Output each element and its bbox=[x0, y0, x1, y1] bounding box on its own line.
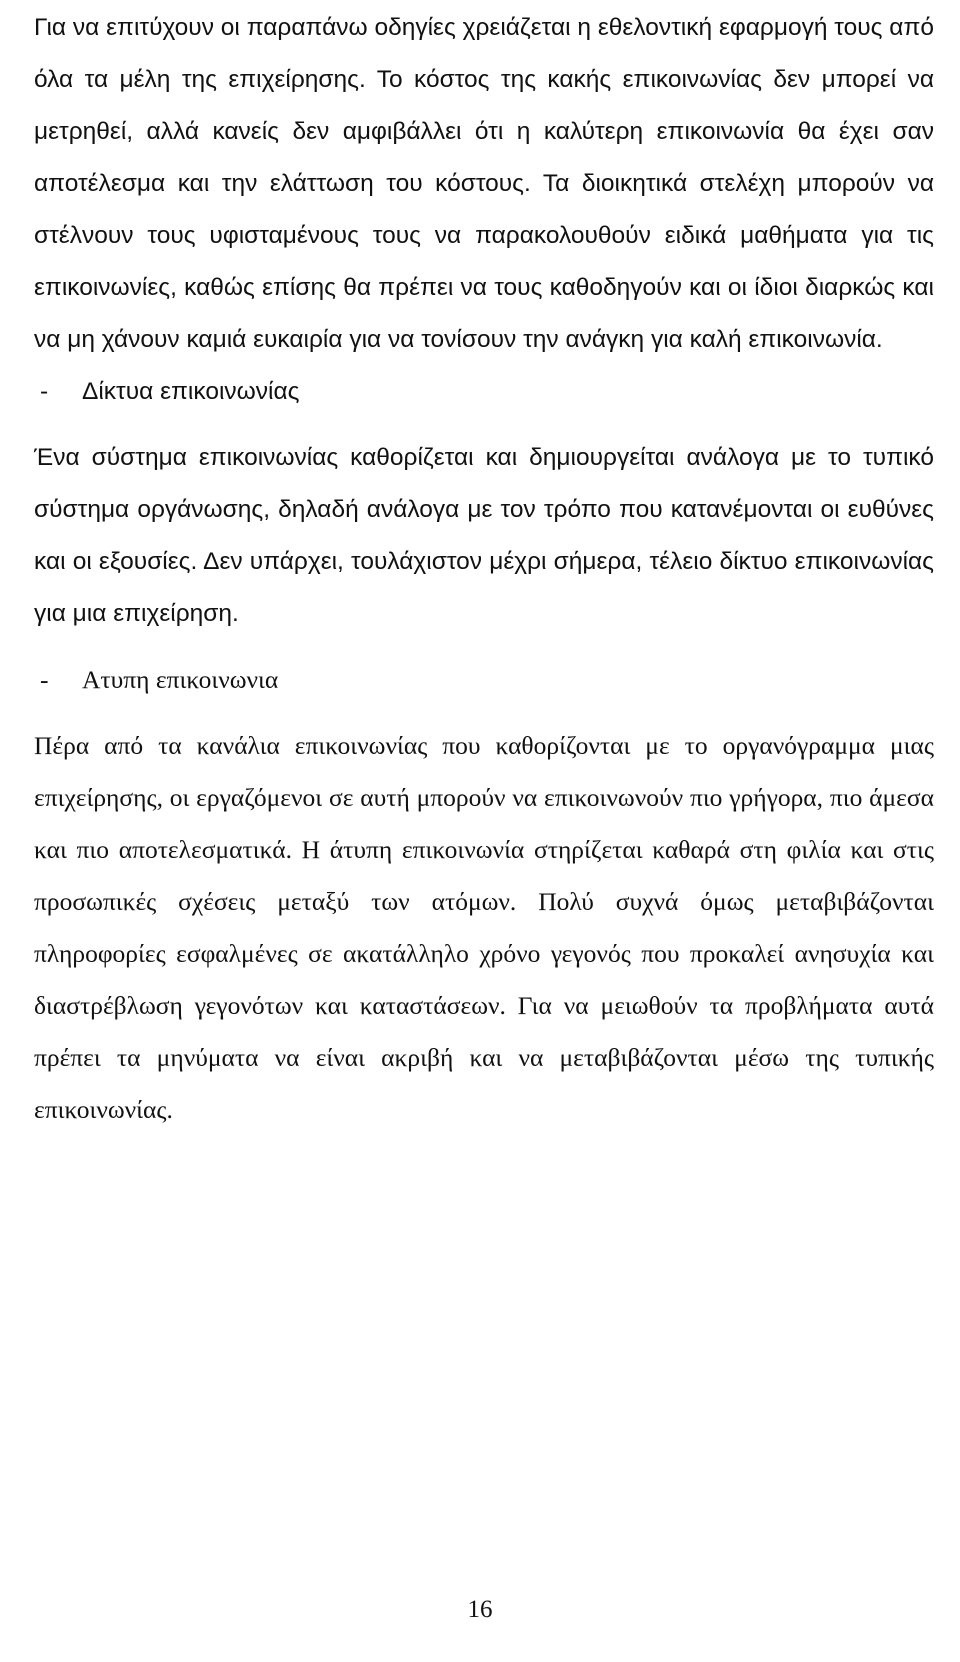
page-number: 16 bbox=[467, 1596, 493, 1623]
paragraph-intro: Για να επιτύχουν οι παραπάνω οδηγίες χρειάζεται η εθελοντική εφαρμογή τους από όλα τα μέλη της επιχείρησης. Το κόστος της κακής επικοινωνίας δεν μπορεί να μετρηθεί, αλλά κανείς δεν αμφιβάλλει ότι η καλύτερη επικοινωνία θα έχει σαν αποτέλεσμα και την ελάττωση του κόστους. Τα διοικητικά στελέχη μπορούν να στέλνουν τους υφισταμένους τους να παρακολουθούν ειδικά μαθήματα για τις επικοινωνίες, καθώς επίσης θα πρέπει να τους καθοδηγούν και οι ίδιοι διαρκώς και να μη χάνουν καμιά ευκαιρία για να τονίσουν την ανάγκη για καλή επικοινωνία. bbox=[34, 14, 934, 353]
spacer bbox=[34, 640, 934, 654]
spacer bbox=[34, 706, 934, 720]
paragraph-informal: Πέρα από τα κανάλια επικοινωνίας που καθορίζονται με το οργανόγραμμα μιας επιχείρησης, οι εργαζόμενοι σε αυτή μπορούν να επικοινωνούν πιο γρήγορα, πιο άμεσα και πιο αποτελεσματικά. Η άτυπη επικοινωνία στηρίζεται καθαρά στη φιλία και στις προσωπικές σχέσεις μεταξύ των ατόμων. Πολύ συχνά όμως μεταβιβάζονται πληροφορίες εσφαλμένες σε ακατάλληλο χρόνο γεγονός που προκαλεί ανησυχία και διαστρέβλωση γεγονότων και καταστάσεων. Για να μειωθούν τα προβλήματα αυτά πρέπει τα μηνύματα να είναι ακριβή και να μεταβιβάζονται μέσω της τυπικής επικοινωνίας. bbox=[34, 731, 934, 1124]
spacer bbox=[34, 418, 934, 432]
paragraph-networks: Ένα σύστημα επικοινωνίας καθορίζεται και δημιουργείται ανάλογα με το τυπικό σύστημα οργάνωσης, δηλαδή ανάλογα με τον τρόπο που κατανέμονται οι ευθύνες και οι εξουσίες. Δεν υπάρχει, τουλάχιστον μέχρι σήμερα, τέλειο δίκτυο επικοινωνίας για μια επιχείρηση. bbox=[34, 444, 934, 627]
heading-text: Δίκτυα επικοινωνίας bbox=[82, 378, 300, 405]
section-heading-informal bbox=[34, 654, 934, 706]
heading-dash: - bbox=[40, 665, 49, 694]
heading-dash: - bbox=[40, 378, 49, 405]
heading-text: Ατυπη επικοινωνια bbox=[82, 665, 279, 694]
section-heading-networks bbox=[34, 366, 934, 418]
